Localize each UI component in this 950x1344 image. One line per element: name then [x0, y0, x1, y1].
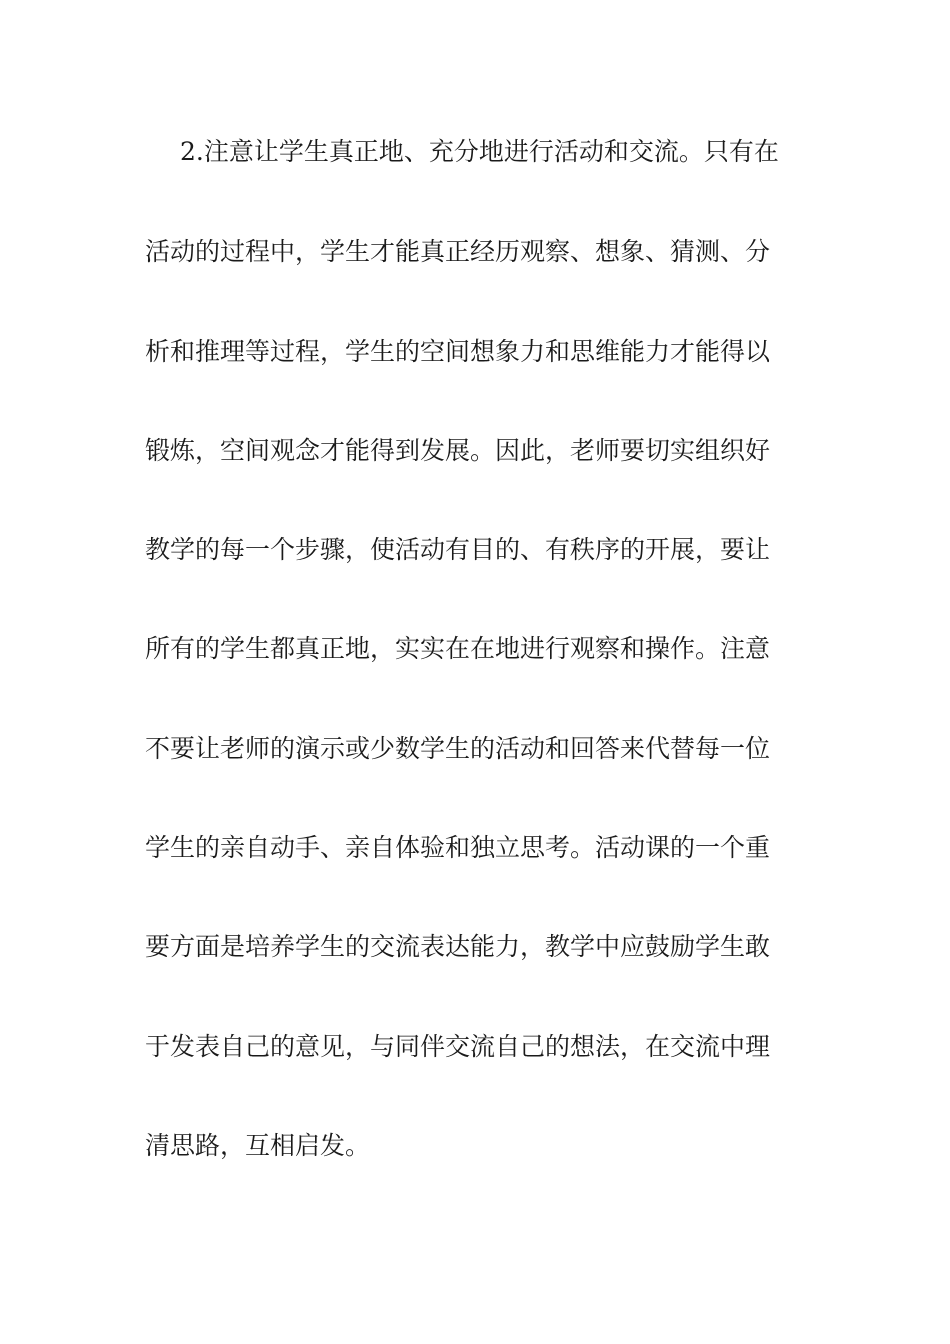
paragraph-line-1: 2.注意让学生真正地、充分地进行活动和交流。只有在 [180, 137, 779, 166]
paragraph-line-5: 教学的每一个步骤，使活动有目的、有秩序的开展，要让 [145, 535, 771, 564]
paragraph-line-2: 活动的过程中，学生才能真正经历观察、想象、猜测、分 [145, 237, 771, 266]
paragraph-line-3: 析和推理等过程，学生的空间想象力和思维能力才能得以 [145, 337, 771, 366]
paragraph-line-7: 不要让老师的演示或少数学生的活动和回答来代替每一位 [145, 734, 771, 763]
paragraph-line-6: 所有的学生都真正地，实实在在地进行观察和操作。注意 [145, 634, 771, 663]
paragraph-line-10: 于发表自己的意见，与同伴交流自己的想法，在交流中理 [145, 1032, 771, 1061]
paragraph-line-11: 清思路，互相启发。 [145, 1131, 371, 1160]
paragraph-line-9: 要方面是培养学生的交流表达能力，教学中应鼓励学生敢 [145, 932, 771, 961]
paragraph-line-8: 学生的亲自动手、亲自体验和独立思考。活动课的一个重 [145, 833, 771, 862]
paragraph-line-4: 锻炼，空间观念才能得到发展。因此，老师要切实组织好 [145, 436, 771, 465]
